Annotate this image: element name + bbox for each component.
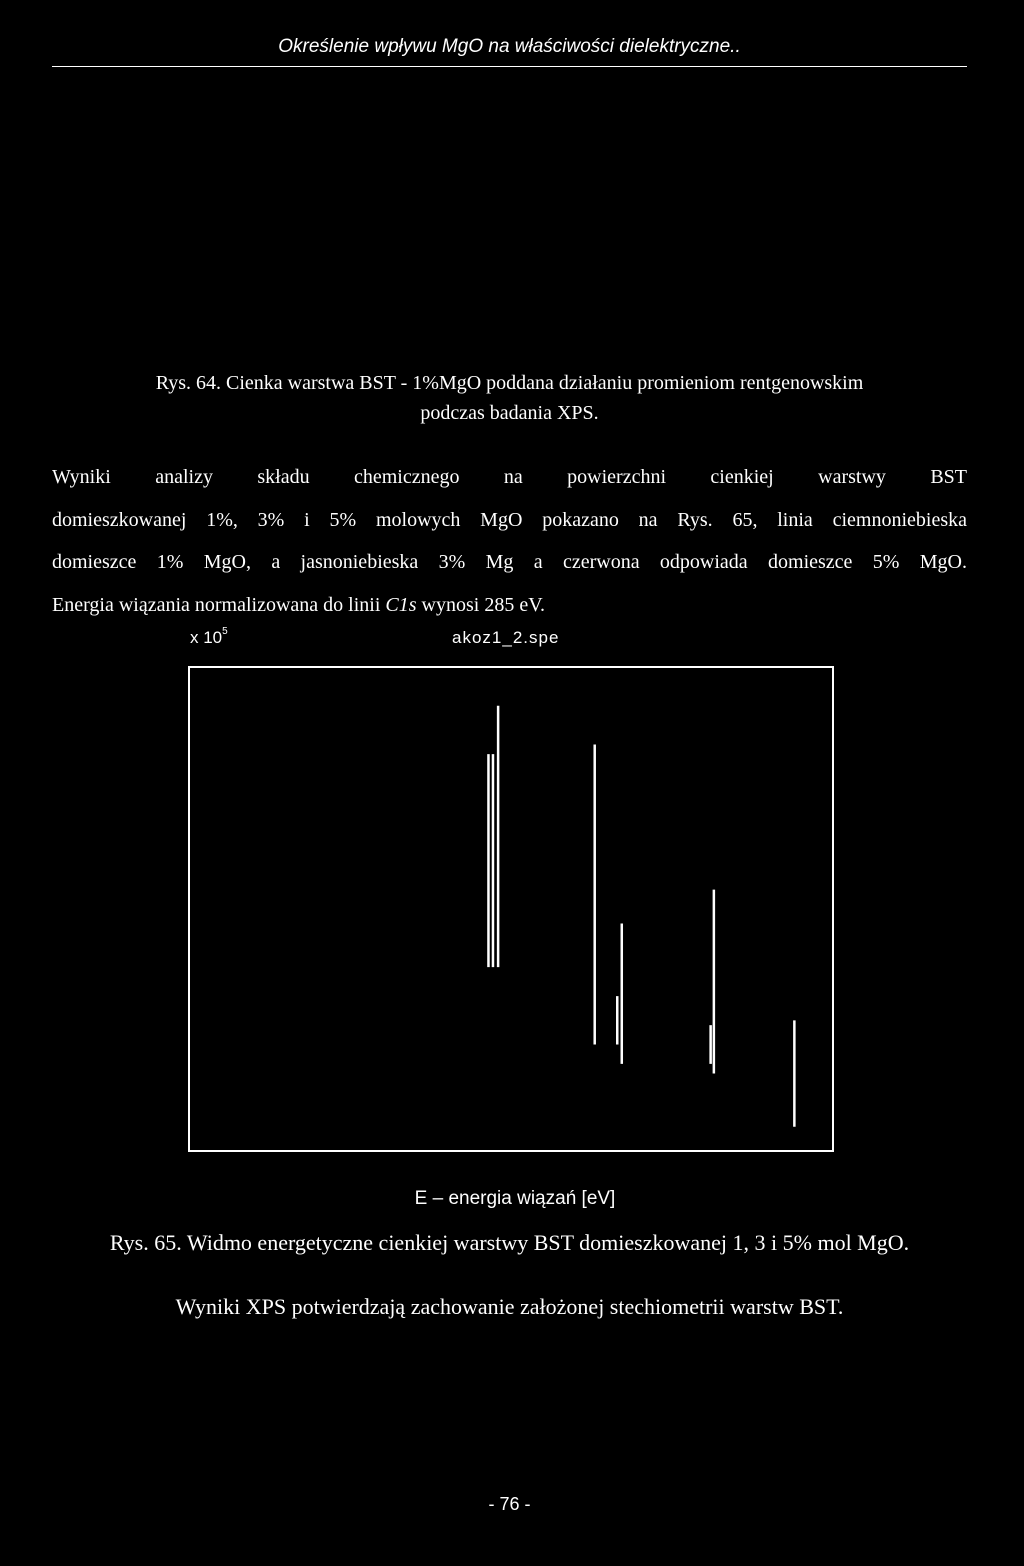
body-paragraph <box>52 456 967 626</box>
page-number: - 76 - <box>488 1494 531 1514</box>
paragraph-text: Energia wiązania normalizowana do linii <box>52 593 386 616</box>
running-header: Określenie wpływu MgO na właściwości dielektryczne.. <box>278 36 741 57</box>
plot-scale-label <box>190 628 228 648</box>
figure-65-caption: Rys. 65. Widmo energetyczne cienkiej warstwy BST domieszkowanej 1, 3 i 5% mol MgO. <box>109 1230 910 1255</box>
scale-prefix: x 10 <box>190 628 223 647</box>
figure-64-caption-line-1: Rys. 64. Cienka warstwa BST - 1%MgO poddana działaniu promieniom rentgenowskim <box>155 372 864 394</box>
spectrum-peaks <box>488 706 794 1127</box>
paragraph-text: wynosi 285 eV. <box>416 593 546 616</box>
conclusion-text: Wyniki XPS potwierdzają zachowanie założonej stechiometrii warstw BST. <box>175 1294 844 1319</box>
paragraph-line: domieszkowanej 1%, 3% i 5% molowych MgO pokazano na Rys. 65, linia ciemnoniebieska <box>52 508 967 531</box>
paragraph-line: Wyniki analizy składu chemicznego na powierzchni cienkiej warstwy BST <box>52 466 967 488</box>
header-rule <box>52 66 967 67</box>
xps-spectrum-plot <box>186 664 836 1154</box>
plot-frame <box>189 667 833 1151</box>
scale-exponent: 5 <box>222 626 228 638</box>
x-axis-label: E – energia wiązań [eV] <box>414 1188 616 1209</box>
c1s-term: C1s <box>385 593 417 616</box>
figure-64-caption-line-2: podczas badania XPS. <box>420 402 599 424</box>
paragraph-line: domieszce 1% MgO, a jasnoniebieska 3% Mg a czerwona odpowiada domieszce 5% MgO. <box>52 551 967 573</box>
plot-filename: akoz1_2.spe <box>452 628 560 647</box>
figure-64-caption <box>52 368 967 428</box>
paragraph-line <box>52 584 967 627</box>
